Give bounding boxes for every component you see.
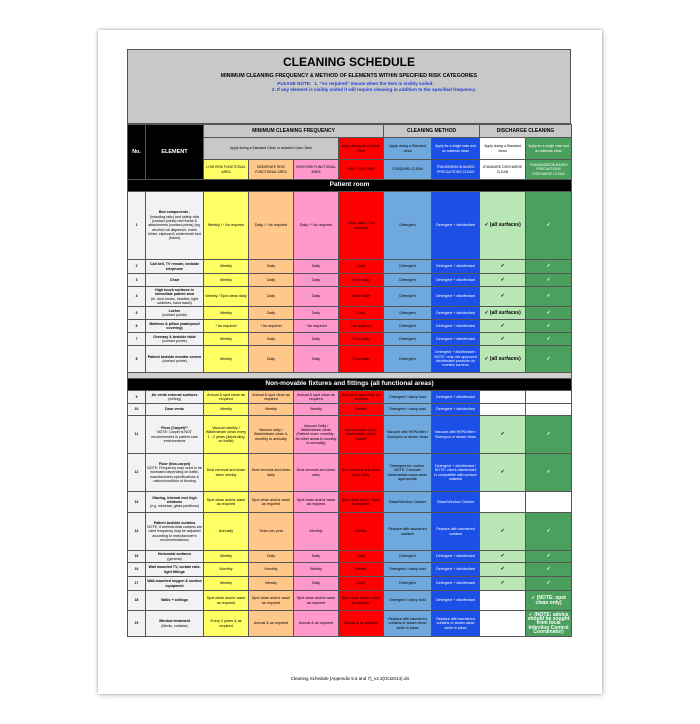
high-risk-cell: * As required <box>294 320 339 333</box>
very-high-risk-cell: Daily <box>339 577 384 591</box>
tbp-discharge-cell: ✓ <box>526 320 572 333</box>
standard-discharge-cell <box>480 591 526 611</box>
row-number: 3 <box>128 274 146 287</box>
moderate-risk-cell: Dust removal and clean daily <box>249 454 294 492</box>
standard-clean-cell: Vacuum with HEPA filter / Shampoo or steam clean <box>384 416 432 454</box>
section-title: Patient room <box>128 180 572 192</box>
tbp-discharge-cell: ✓ <box>526 274 572 287</box>
low-risk-cell: Weekly <box>204 274 249 287</box>
moderate-risk-cell: Daily <box>249 260 294 274</box>
table-row <box>128 333 572 346</box>
note-2: 2. If any element is visibly soiled it will require cleaning in addition to the specified frequency. <box>271 87 477 92</box>
tbp-discharge-cell: ✓ <box>526 563 572 577</box>
tbp-clean-cell: Replace with laundered curtains <box>432 513 480 551</box>
table-row <box>128 454 572 492</box>
low-risk-cell: Weekly <box>204 551 249 563</box>
standard-discharge-cell: ✓ <box>480 274 526 287</box>
element-name: Patient bedside monitor screen <box>147 354 202 359</box>
standard-clean-cell: Detergent / damp dust <box>384 391 432 404</box>
element-name: Call bell, TV remote, bedside telephone <box>150 262 199 271</box>
tbp-clean-cell: Detergent + disinfectant <box>432 274 480 287</box>
header-method: CLEANING METHOD <box>384 125 480 138</box>
standard-discharge-cell: ✓ <box>480 513 526 551</box>
element-name: Door vents <box>165 407 184 412</box>
row-number: 4 <box>128 287 146 307</box>
high-risk-cell: Dust removal and clean daily <box>294 454 339 492</box>
very-high-risk-cell: Vacuum twice daily / Wash/steam clean weekly <box>339 416 384 454</box>
standard-discharge-cell: ✓ <box>480 260 526 274</box>
table-row <box>128 577 572 591</box>
element-detail: (contact points) <box>162 359 187 363</box>
table-row <box>128 551 572 563</box>
element-name: Horizontal surfaces <box>157 552 192 557</box>
tbp-discharge-cell: ✓ <box>526 346 572 373</box>
row-number: 6 <box>128 320 146 333</box>
element-name: Glazing, internal excl high windows <box>152 495 197 504</box>
element-name: Air vents external surfaces <box>151 392 198 397</box>
row-number: 7 <box>128 333 146 346</box>
document-subtitle: MINIMUM CLEANING FREQUENCY & METHOD OF ELEMENTS WITHIN SPECIFIED RISK CATEGORIES <box>220 73 478 79</box>
tbp-clean-cell: Detergent + disinfectant <box>432 551 480 563</box>
row-number: 13 <box>128 492 146 513</box>
cleaning-table <box>127 124 572 637</box>
row-number: 17 <box>128 577 146 591</box>
low-risk-cell: Weekly <box>204 260 249 274</box>
element-cell <box>146 416 204 454</box>
table-row <box>128 513 572 551</box>
element-detail: (blinds, curtains) <box>161 623 188 628</box>
high-risk-cell: Daily <box>294 260 339 274</box>
standard-clean-cell: Detergent <box>384 287 432 307</box>
section-header <box>128 379 572 391</box>
tbp-discharge-cell <box>526 492 572 513</box>
tbp-clean-cell: Detergent + disinfectant <box>432 404 480 416</box>
high-risk-cell: Daily <box>294 577 339 591</box>
table-row <box>128 416 572 454</box>
element-detail: NOTE: Carpet is NOT recommended in patient care environments <box>151 430 198 443</box>
header-apply-dis-std: Apply during a Standard clean <box>480 138 526 160</box>
low-risk-cell: Annually <box>204 513 249 551</box>
moderate-risk-cell: Annual & spot clean as required <box>249 391 294 404</box>
moderate-risk-cell: Weekly <box>249 577 294 591</box>
standard-clean-cell: Detergent <box>384 192 432 260</box>
moderate-risk-cell: Spot clean and/or wash as required <box>249 492 294 513</box>
standard-clean-cell: Detergent <box>384 333 432 346</box>
moderate-risk-cell: Vacuum daily / Wash/steam clean 6-monthly to annually <box>249 416 294 454</box>
header-tbp-clean: TRANSMISSION BASED PRECAUTIONS CLEAN <box>432 160 480 180</box>
tbp-discharge-cell: ✓ <box>526 192 572 260</box>
element-cell <box>146 192 204 260</box>
tbp-discharge-cell: ✓ <box>526 513 572 551</box>
standard-discharge-cell: ✓ <box>480 563 526 577</box>
tbp-clean-cell: Detergent + disinfectant <box>432 563 480 577</box>
tbp-discharge-cell: ✓ (NOTE: spot clean only) <box>526 591 572 611</box>
tbp-clean-cell: Replace with laundered curtains or steam clean while in place <box>432 611 480 637</box>
standard-discharge-cell: ✓ <box>480 320 526 333</box>
standard-clean-cell: Detergent <box>384 551 432 563</box>
element-cell <box>146 563 204 577</box>
tbp-discharge-cell: ✓ <box>526 416 572 454</box>
element-detail: (general) <box>167 556 182 561</box>
row-number: 15 <box>128 551 146 563</box>
element-name: Floor (Non-carpet) <box>158 461 191 466</box>
standard-clean-cell: Glass/Window Cleaner <box>384 492 432 513</box>
standard-clean-cell: Detergent <box>384 346 432 373</box>
tbp-discharge-cell: ✓ <box>526 333 572 346</box>
header-low-risk: LOW RISK FUNCTIONAL AREA <box>204 160 249 180</box>
tbp-clean-cell: Detergent + disinfectant <box>432 333 480 346</box>
standard-discharge-cell: ✓ (all surfaces) <box>480 307 526 320</box>
table-row <box>128 260 572 274</box>
row-number: 11 <box>128 416 146 454</box>
standard-clean-cell: Detergent for routine. NOTE: Consider electrostatic mops when appropriate <box>384 454 432 492</box>
element-name: Floor (Carpet)** <box>161 425 188 430</box>
element-name: Wall mounted TV, curtain rails, light fittings <box>148 565 201 574</box>
very-high-risk-cell: Weekly <box>339 513 384 551</box>
spreadsheet <box>127 49 571 637</box>
standard-clean-cell: Detergent <box>384 577 432 591</box>
row-number: 2 <box>128 260 146 274</box>
high-risk-cell: Vacuum Daily / Wash/steam clean (Patient room: monthly - All other areas 6-monthly to annually) <box>294 416 339 454</box>
very-high-risk-cell: Daily <box>339 551 384 563</box>
document-title: CLEANING SCHEDULE <box>282 55 415 69</box>
moderate-risk-cell: Daily <box>249 346 294 373</box>
header-high-risk: HIGH RISK FUNCTIONAL AREA <box>294 160 339 180</box>
header-apply-std: Apply during a Standard Clean or Isolation Case Clean <box>204 138 339 160</box>
header-apply-dis-single: Apply for a single case and an outbreak clean <box>526 138 572 160</box>
tbp-clean-cell: Detergent + disinfectant <box>432 577 480 591</box>
low-risk-cell: Weekly <box>204 333 249 346</box>
element-cell <box>146 404 204 416</box>
table-row <box>128 563 572 577</box>
moderate-risk-cell: Daily <box>249 333 294 346</box>
high-risk-cell: Daily <box>294 346 339 373</box>
very-high-risk-cell: Twice daily <box>339 333 384 346</box>
element-name: High touch surfaces in immediate patient area <box>155 287 194 297</box>
element-cell <box>146 260 204 274</box>
moderate-risk-cell: Spot clean and/or wash as required <box>249 591 294 611</box>
moderate-risk-cell: Daily <box>249 287 294 307</box>
element-detail: (e.g. windows, glass partitions) <box>149 504 200 509</box>
table-row <box>128 591 572 611</box>
element-detail: (ie. door knobs, handles, light switches, hand basin) <box>151 296 198 305</box>
high-risk-cell: Daily / * As required <box>294 192 339 260</box>
tbp-discharge-cell: ✓ (NOTE: advice should be sought from local Infection Control Coordinator) <box>526 611 572 637</box>
very-high-risk-cell: Spot clean and/or wash as required <box>339 591 384 611</box>
low-risk-cell: Spot clean and/or wash as required <box>204 492 249 513</box>
element-name: Bed components - <box>158 210 191 215</box>
header-discharge: DISCHARGE CLEANING <box>480 125 572 138</box>
tbp-discharge-cell: ✓ <box>526 307 572 320</box>
header-standard-discharge: STANDARD DISCHARGE CLEAN <box>480 160 526 180</box>
moderate-risk-cell: Daily <box>249 551 294 563</box>
moderate-risk-cell: Daily <box>249 307 294 320</box>
tbp-discharge-cell: ✓ <box>526 577 572 591</box>
header-no: No. <box>128 125 146 180</box>
element-name: Patient bedside curtains <box>153 520 196 525</box>
very-high-risk-cell: Daily <box>339 260 384 274</box>
very-high-risk-cell: Dust removal and clean twice daily <box>339 454 384 492</box>
element-name: Locker <box>168 308 181 313</box>
title-box <box>127 49 571 124</box>
tbp-clean-cell: Glass/Window Cleaner <box>432 492 480 513</box>
moderate-risk-cell: Daily / * As required <box>249 192 294 260</box>
section-title: Non-movable fixtures and fittings (all functional areas) <box>128 379 572 391</box>
element-name: Mattress & pillow (waterproof covering) <box>149 321 200 330</box>
element-detail: (ceiling) <box>168 397 181 401</box>
table-row <box>128 287 572 307</box>
standard-clean-cell: Replace with laundered curtains or steam clean while in place <box>384 611 432 637</box>
tbp-discharge-cell <box>526 391 572 404</box>
element-name: Walls + ceilings <box>161 598 188 603</box>
row-number: 12 <box>128 454 146 492</box>
note-1: 1. "As required" means when the item is visibly soiled. <box>314 81 434 86</box>
high-risk-cell: Daily <box>294 551 339 563</box>
moderate-risk-cell: Monthly <box>249 563 294 577</box>
very-high-risk-cell: Twice daily <box>339 274 384 287</box>
table-row <box>128 391 572 404</box>
standard-clean-cell: Detergent <box>384 307 432 320</box>
table-row <box>128 274 572 287</box>
element-cell <box>146 287 204 307</box>
low-risk-cell: Weekly / Spot clean daily <box>204 287 249 307</box>
moderate-risk-cell: Weekly <box>249 404 294 416</box>
table-row <box>128 346 572 373</box>
very-high-risk-cell: Weekly <box>339 563 384 577</box>
tbp-clean-cell: Detergent + disinfectant / NOTE: check disinfectant is compatible with surface material <box>432 454 480 492</box>
header-min-freq: MINIMUM CLEANING FREQUENCY <box>204 125 384 138</box>
low-risk-cell: Weekly <box>204 404 249 416</box>
low-risk-cell: Dust removal and clean twice weekly <box>204 454 249 492</box>
note-label: PLEASE NOTE: <box>277 81 312 86</box>
element-detail: NOTE: If antimicrobial curtains are used frequency may be adjusted according to manufacturer's recommendations <box>147 525 202 542</box>
high-risk-cell: Daily <box>294 333 339 346</box>
low-risk-cell: Weekly <box>204 577 249 591</box>
header-apply-method-std: Apply during a Standard clean <box>384 138 432 160</box>
standard-discharge-cell: ✓ <box>480 333 526 346</box>
element-cell <box>146 274 204 287</box>
high-risk-cell: Spot clean and/or wash as required <box>294 492 339 513</box>
element-detail: (contact points) <box>162 339 187 343</box>
tbp-clean-cell: Detergent + disinfectant <box>432 320 480 333</box>
element-detail: (including rails) bed safety rails (contact points) bed frame & attachments (contact points) (eg. alcohol rub dispenser, notes folder, clipboard) underneath bed (frame) <box>148 214 201 241</box>
very-high-risk-cell: * As required <box>339 320 384 333</box>
very-high-risk-cell: Spot clean and/or wash as required <box>339 492 384 513</box>
moderate-risk-cell: Twice per year <box>249 513 294 551</box>
standard-discharge-cell: ✓ <box>480 454 526 492</box>
row-number: 5 <box>128 307 146 320</box>
element-cell <box>146 307 204 320</box>
note-block <box>128 81 570 93</box>
element-cell <box>146 513 204 551</box>
tbp-discharge-cell <box>526 404 572 416</box>
very-high-risk-cell: Twice daily <box>339 346 384 373</box>
standard-discharge-cell: ✓ <box>480 577 526 591</box>
tbp-clean-cell: Detergent + disinfectant <box>432 260 480 274</box>
standard-clean-cell: Detergent / damp dust <box>384 591 432 611</box>
element-cell <box>146 577 204 591</box>
row-number: 14 <box>128 513 146 551</box>
element-cell <box>146 320 204 333</box>
table-row <box>128 320 572 333</box>
table-row <box>128 307 572 320</box>
tbp-discharge-cell: ✓ <box>526 454 572 492</box>
standard-discharge-cell: ✓ <box>480 287 526 307</box>
very-high-risk-cell: Annual & as required <box>339 611 384 637</box>
very-high-risk-cell: Daily <box>339 307 384 320</box>
row-number: 8 <box>128 346 146 373</box>
element-cell <box>146 346 204 373</box>
high-risk-cell: Monthly <box>294 513 339 551</box>
row-number: 19 <box>128 611 146 637</box>
standard-discharge-cell <box>480 391 526 404</box>
standard-discharge-cell: ✓ (all surfaces) <box>480 346 526 373</box>
standard-clean-cell: Replace with laundered curtains <box>384 513 432 551</box>
header-apply-outbreak: Apply during an Outbreak Clean <box>339 138 384 160</box>
element-cell <box>146 551 204 563</box>
standard-discharge-cell: ✓ (all surfaces) <box>480 192 526 260</box>
element-name: Chair <box>169 277 180 282</box>
header-very-high-risk: VERY HIGH RISK <box>339 160 384 180</box>
tbp-discharge-cell: ✓ <box>526 287 572 307</box>
element-cell <box>146 591 204 611</box>
high-risk-cell: Spot clean and/or wash as required <box>294 591 339 611</box>
document-page <box>98 30 602 694</box>
table-row <box>128 492 572 513</box>
low-risk-cell: Every 2 years & as required <box>204 611 249 637</box>
element-cell <box>146 611 204 637</box>
standard-clean-cell: Detergent / damp dust <box>384 404 432 416</box>
very-high-risk-cell: Twice Daily <box>339 287 384 307</box>
footer-filename: Cleaning Schedule (Appendix 5,6 and 7)_v2.3(Oct2014).xls <box>290 676 410 681</box>
tbp-clean-cell: Vacuum with HEPA filter / Shampoo or steam clean <box>432 416 480 454</box>
table-row <box>128 192 572 260</box>
high-risk-cell: Daily <box>294 307 339 320</box>
table-row <box>128 611 572 637</box>
header-standard-clean: STANDARD CLEAN <box>384 160 432 180</box>
header-element: ELEMENT <box>146 125 204 180</box>
tbp-clean-cell: Detergent + disinfectant <box>432 307 480 320</box>
table-row <box>128 404 572 416</box>
tbp-clean-cell: Detergent + disinfectant <box>432 591 480 611</box>
section-header <box>128 180 572 192</box>
element-detail: NOTE: Frequency may need to be increased depending on traffic, manufacturers specifications & nature/condition of flooring <box>147 466 202 483</box>
tbp-clean-cell: Detergent + disinfectant / NOTE: only use approved disinfectant products on monitor screens <box>432 346 480 373</box>
row-number: 10 <box>128 404 146 416</box>
standard-discharge-cell: ✓ <box>480 416 526 454</box>
moderate-risk-cell: * As required <box>249 320 294 333</box>
high-risk-cell: Weekly <box>294 404 339 416</box>
header-moderate-risk: MODERATE RISK FUNCTIONAL AREA <box>249 160 294 180</box>
element-cell <box>146 391 204 404</box>
header-tbp-discharge: TRANSMISSION BASED PRECAUTIONS DISCHARGE CLEAN <box>526 160 572 180</box>
row-number: 9 <box>128 391 146 404</box>
element-cell <box>146 454 204 492</box>
tbp-discharge-cell: ✓ <box>526 551 572 563</box>
moderate-risk-cell: Annual & as required <box>249 611 294 637</box>
high-risk-cell: Annual & spot clean as required <box>294 391 339 404</box>
high-risk-cell: Daily <box>294 287 339 307</box>
tbp-clean-cell: Detergent + disinfectant <box>432 192 480 260</box>
row-number: 18 <box>128 591 146 611</box>
element-name: Wall-mounted oxygen & suction equipment <box>147 579 202 588</box>
header-apply-method-single: Apply for a single case and an outbreak clean <box>432 138 480 160</box>
high-risk-cell: Daily <box>294 274 339 287</box>
standard-clean-cell: Detergent <box>384 274 432 287</box>
low-risk-cell: Monthly <box>204 563 249 577</box>
element-name: Window treatment <box>158 619 191 624</box>
low-risk-cell: Weekly <box>204 307 249 320</box>
low-risk-cell: * As required <box>204 320 249 333</box>
standard-discharge-cell <box>480 404 526 416</box>
very-high-risk-cell: Weekly <box>339 404 384 416</box>
standard-clean-cell: Detergent <box>384 320 432 333</box>
standard-clean-cell: Detergent <box>384 260 432 274</box>
tbp-clean-cell: Detergent + disinfectant <box>432 287 480 307</box>
standard-clean-cell: Detergent / damp dust <box>384 563 432 577</box>
low-risk-cell: Spot clean and/or wash as required <box>204 591 249 611</box>
very-high-risk-cell: Annual & spot clean as required <box>339 391 384 404</box>
standard-discharge-cell <box>480 492 526 513</box>
low-risk-cell: Annual & spot clean as required <box>204 391 249 404</box>
standard-discharge-cell <box>480 611 526 637</box>
row-number: 1 <box>128 192 146 260</box>
element-cell <box>146 492 204 513</box>
row-number: 16 <box>128 563 146 577</box>
high-risk-cell: Annual & as required <box>294 611 339 637</box>
standard-discharge-cell: ✓ <box>480 551 526 563</box>
very-high-risk-cell: Twice daily / * As required <box>339 192 384 260</box>
high-risk-cell: Weekly <box>294 563 339 577</box>
element-detail: (contact points) <box>162 313 187 317</box>
element-cell <box>146 333 204 346</box>
moderate-risk-cell: Daily <box>249 274 294 287</box>
low-risk-cell: Weekly <box>204 346 249 373</box>
low-risk-cell: Weekly / * As required <box>204 192 249 260</box>
element-name: Overway & bedside table <box>153 334 196 339</box>
tbp-clean-cell: Detergent + disinfectant <box>432 391 480 404</box>
low-risk-cell: Vacuum weekly / Wash/steam clean every 1 - 2 years (depending on traffic) <box>204 416 249 454</box>
tbp-discharge-cell: ✓ <box>526 260 572 274</box>
